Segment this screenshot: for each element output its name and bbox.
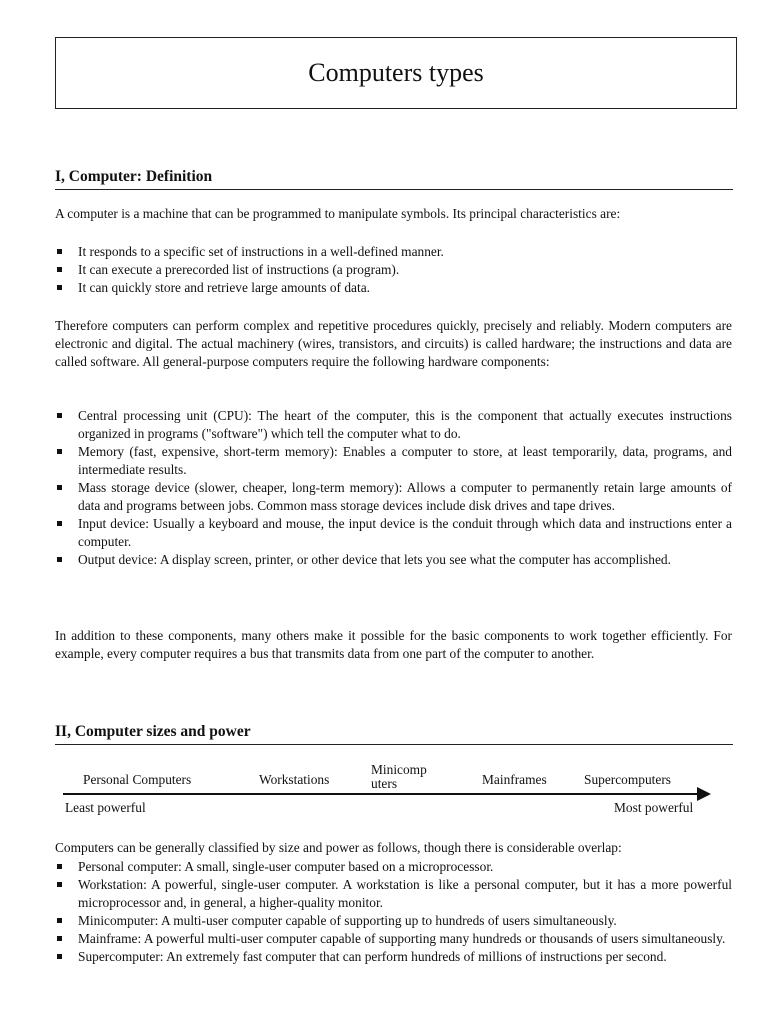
scale-label-most: Most powerful bbox=[614, 800, 694, 815]
components-list bbox=[55, 407, 732, 569]
list-item: It responds to a specific set of instructions in a well-defined manner. bbox=[55, 243, 732, 261]
list-item: It can quickly store and retrieve large amounts of data. bbox=[55, 279, 732, 297]
list-item: Central processing unit (CPU): The heart of the computer, this is the component that actually executes instructions organized in programs ("software") which tell the computer what to do. bbox=[55, 407, 732, 443]
list-item: Supercomputer: An extremely fast computer that can perform hundreds of millions of instructions per second. bbox=[55, 948, 732, 966]
list-item: Minicomputer: A multi-user computer capable of supporting up to hundreds of users simultaneously. bbox=[55, 912, 732, 930]
document-title: Computers types bbox=[308, 58, 484, 87]
arrow-head-icon bbox=[697, 787, 711, 801]
section-heading-definition: I, Computer: Definition bbox=[55, 168, 733, 190]
section-heading-sizes: II, Computer sizes and power bbox=[55, 723, 733, 745]
hardware-paragraph: Therefore computers can perform complex and repetitive procedures quickly, precisely and reliably. Modern computers are electronic and digital. The actual machinery (wires, transistors, and circuits) is called hardware; the instructions and data are called software. All general-purpose computers require the following hardware components: bbox=[55, 318, 732, 369]
list-item: It can execute a prerecorded list of instructions (a program). bbox=[55, 261, 732, 279]
scale-label-mainframes: Mainframes bbox=[482, 772, 547, 787]
list-item: Personal computer: A small, single-user computer based on a microprocessor. bbox=[55, 858, 732, 876]
list-item: Mass storage device (slower, cheaper, long-term memory): Allows a computer to permanently retain large amounts of data and programs between jobs. Common mass storage devices include disk drives and tape drives. bbox=[55, 479, 732, 515]
power-scale-diagram bbox=[55, 760, 735, 820]
definition-intro: A computer is a machine that can be programmed to manipulate symbols. Its principal characteristics are: bbox=[55, 206, 621, 221]
characteristics-list bbox=[55, 243, 732, 297]
power-axis-line bbox=[63, 793, 699, 795]
list-item: Output device: A display screen, printer, or other device that lets you see what the computer has accomplished. bbox=[55, 551, 732, 569]
document-title-box bbox=[55, 37, 737, 109]
scale-label-least: Least powerful bbox=[65, 800, 146, 815]
list-item: Input device: Usually a keyboard and mouse, the input device is the conduit through which data and instructions enter a computer. bbox=[55, 515, 732, 551]
bus-paragraph: In addition to these components, many others make it possible for the basic components to work together efficiently. For example, every computer requires a bus that transmits data from one part of the computer to another. bbox=[55, 628, 732, 661]
list-item: Mainframe: A powerful multi-user computer capable of supporting many hundreds or thousands of users simultaneously. bbox=[55, 930, 732, 948]
scale-label-personal: Personal Computers bbox=[83, 772, 192, 787]
list-item: Workstation: A powerful, single-user computer. A workstation is like a personal computer, but it has a more powerful microprocessor and, in general, a higher-quality monitor. bbox=[55, 876, 732, 912]
computer-types-list bbox=[55, 858, 732, 966]
classification-intro: Computers can be generally classified by size and power as follows, though there is considerable overlap: bbox=[55, 840, 622, 855]
list-item: Memory (fast, expensive, short-term memory): Enables a computer to store, at least temporarily, data, programs, and intermediate results. bbox=[55, 443, 732, 479]
scale-label-workstations: Workstations bbox=[259, 772, 330, 787]
scale-label-minicomputers: Minicomputers bbox=[371, 762, 427, 791]
scale-label-supercomputers: Supercomputers bbox=[584, 772, 672, 787]
